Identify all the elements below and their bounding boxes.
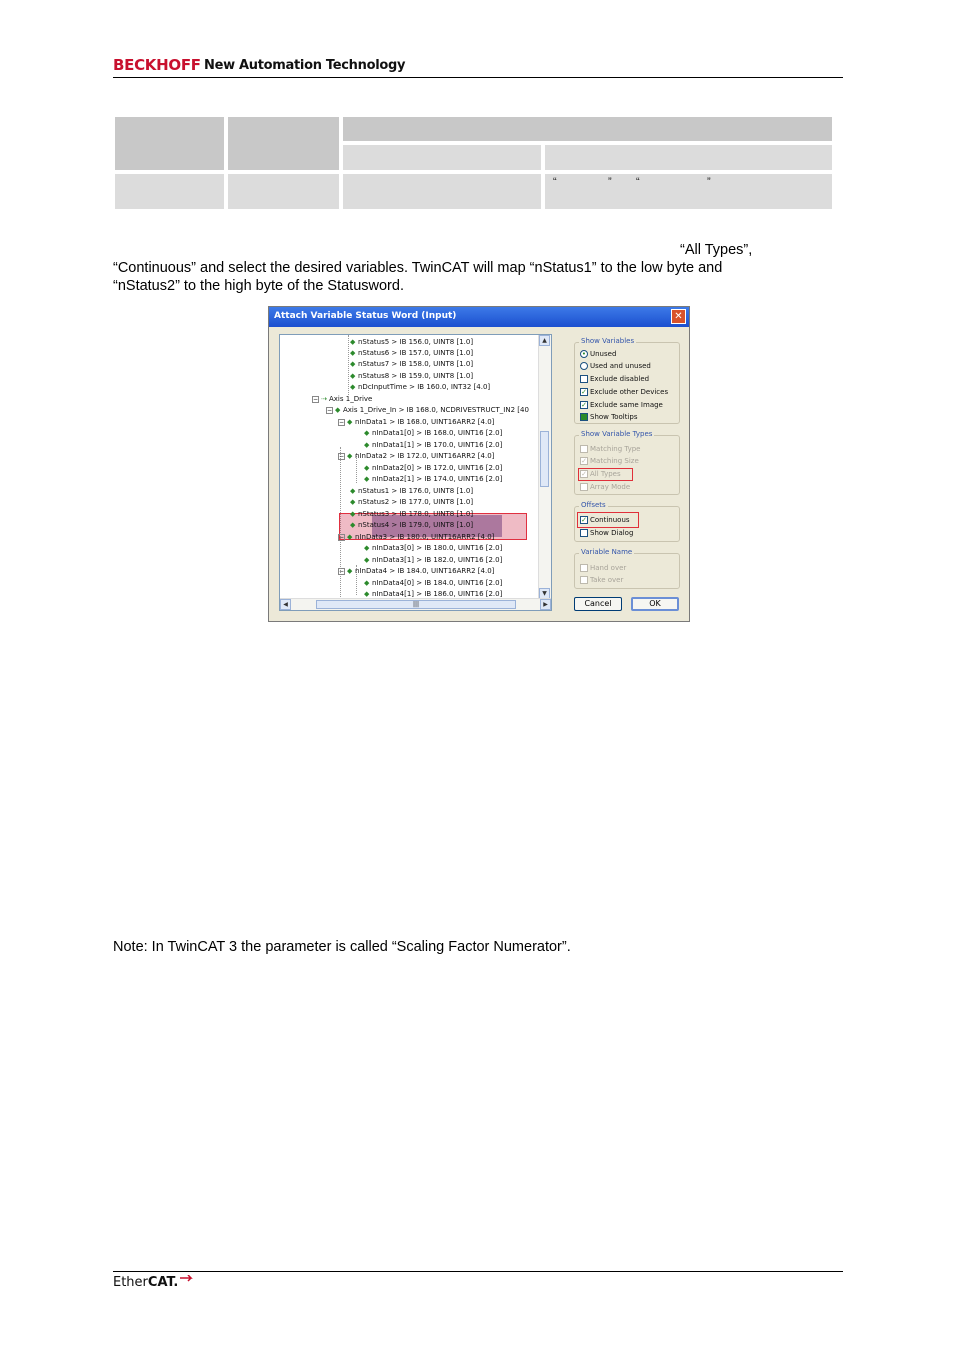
all-types-checkbox[interactable]: ✓ All Types xyxy=(581,470,621,478)
array-icon: ◆ xyxy=(347,452,353,460)
checkbox-icon xyxy=(580,529,588,537)
variable-icon: ◆ xyxy=(350,498,356,506)
show-variable-types-group xyxy=(574,430,680,495)
ethercat-logo-cat: CAT. xyxy=(147,1275,179,1290)
used-and-unused-radio[interactable]: Used and unused xyxy=(580,361,651,371)
show-variables-group xyxy=(574,337,680,424)
tree-item[interactable]: ◆ nInData1[0] > IB 168.0, UINT16 [2.0] xyxy=(364,429,503,437)
tree-item[interactable]: ◆ nInData3[0] > IB 180.0, UINT16 [2.0] xyxy=(364,544,503,552)
table-header-cell xyxy=(115,117,224,170)
unused-radio[interactable]: • Unused xyxy=(581,350,617,358)
variable-icon: ◆ xyxy=(350,338,356,346)
tree-item[interactable]: − ⇢ Axis 1_Drive xyxy=(313,395,373,403)
collapse-icon[interactable]: − xyxy=(339,533,345,541)
arrow-up-icon: ▲ xyxy=(542,337,547,344)
table-header-cell xyxy=(343,117,832,141)
checkmark-icon: ✓ xyxy=(581,457,587,465)
collapse-icon[interactable]: − xyxy=(339,567,345,575)
collapse-icon[interactable]: − xyxy=(313,395,319,403)
beckhoff-logo: BECKHOFF xyxy=(113,56,201,74)
offsets-group xyxy=(574,501,680,542)
tree-item[interactable]: − ◆ nInData2 > IB 172.0, UINT16ARR2 [4.0] xyxy=(339,452,495,460)
variable-icon: ◆ xyxy=(350,383,356,391)
horizontal-scrollbar[interactable] xyxy=(280,598,552,610)
group-title: Variable Name xyxy=(581,548,633,556)
checkmark-icon: ✓ xyxy=(581,470,587,478)
checkbox-icon xyxy=(580,483,588,491)
collapse-icon[interactable]: − xyxy=(327,406,333,414)
table-subheader-cell xyxy=(545,145,832,170)
paragraph-line: “All Types”, xyxy=(680,242,753,258)
variable-icon: ◆ xyxy=(350,487,356,495)
grip-icon: ||| xyxy=(412,601,420,608)
arrow-left-icon: ◀ xyxy=(283,601,288,608)
axis-icon: ⇢ xyxy=(321,395,327,403)
variable-tree[interactable] xyxy=(279,334,552,611)
footer-divider xyxy=(113,1271,843,1272)
tree-item-selected[interactable]: ◆ nStatus1 > IB 176.0, UINT8 [1.0] xyxy=(350,487,474,495)
scroll-left-button[interactable] xyxy=(280,599,291,610)
tree-item[interactable]: − ◆ nInData4 > IB 184.0, UINT16ARR2 [4.0] xyxy=(339,567,495,575)
tree-item[interactable]: ◆ nInData3[1] > IB 182.0, UINT16 [2.0] xyxy=(364,556,503,564)
table-cell xyxy=(115,174,224,209)
dialog-titlebar xyxy=(269,307,689,327)
table-quote: “ xyxy=(636,176,640,188)
header-tagline: New Automation Technology xyxy=(204,58,406,73)
variable-name-group xyxy=(574,548,680,589)
checkbox-icon xyxy=(580,576,588,584)
ethercat-logo xyxy=(113,1275,196,1290)
scroll-thumb[interactable] xyxy=(316,600,516,609)
variable-icon: ◆ xyxy=(350,510,356,518)
ethercat-logo-ether: Ether xyxy=(113,1275,148,1290)
tree-item[interactable]: ◆ nStatus6 > IB 157.0, UINT8 [1.0] xyxy=(350,349,474,357)
tree-item[interactable]: ◆ nStatus4 > IB 179.0, UINT8 [1.0] xyxy=(350,521,474,529)
table-cell xyxy=(343,174,541,209)
tree-item[interactable]: ◆ nDcInputTime > IB 160.0, INT32 [4.0] xyxy=(350,383,491,391)
scroll-thumb[interactable] xyxy=(540,431,549,487)
vertical-scrollbar[interactable] xyxy=(538,335,551,599)
group-title: Offsets xyxy=(581,501,606,509)
ok-button[interactable]: OK xyxy=(631,597,679,611)
variable-icon: ◆ xyxy=(350,521,356,529)
variable-icon: ◆ xyxy=(364,556,370,564)
tree-item-selected[interactable]: ◆ nStatus2 > IB 177.0, UINT8 [1.0] xyxy=(350,498,474,506)
tree-guide xyxy=(348,335,349,395)
all-types-highlight xyxy=(578,468,633,481)
checkbox-icon xyxy=(580,564,588,572)
tree-item[interactable]: ◆ nInData2[1] > IB 174.0, UINT16 [2.0] xyxy=(364,475,503,483)
table-quote: “ xyxy=(553,176,557,188)
variable-icon: ◆ xyxy=(364,544,370,552)
attach-variable-dialog xyxy=(268,306,690,622)
collapse-icon[interactable]: − xyxy=(339,418,345,426)
table-cell xyxy=(228,174,339,209)
exclude-disabled-checkbox[interactable]: Exclude disabled xyxy=(580,374,649,384)
variable-icon: ◆ xyxy=(364,429,370,437)
array-icon: ◆ xyxy=(347,533,353,541)
variable-icon: ◆ xyxy=(350,372,356,380)
matching-type-checkbox[interactable]: Matching Type xyxy=(580,444,641,454)
variable-icon: ◆ xyxy=(364,441,370,449)
exclude-other-devices-checkbox[interactable]: ✓ Exclude other Devices xyxy=(581,388,669,396)
hand-over-checkbox[interactable]: Hand over xyxy=(580,563,626,573)
exclude-same-image-checkbox[interactable]: ✓ Exclude same Image xyxy=(581,401,663,409)
scroll-right-button[interactable] xyxy=(540,599,551,610)
header-divider xyxy=(113,77,843,78)
tree-item[interactable]: ◆ nStatus3 > IB 178.0, UINT8 [1.0] xyxy=(350,510,474,518)
scroll-up-button[interactable] xyxy=(539,335,550,346)
array-mode-checkbox[interactable]: Array Mode xyxy=(580,482,630,492)
tree-item[interactable]: − ◆ Axis 1_Drive_In > IB 168.0, NCDRIVESTRUCT_IN2 [40 xyxy=(327,406,529,414)
variable-icon: ◆ xyxy=(364,475,370,483)
table-header-cell xyxy=(228,117,339,170)
paragraph-line: “Continuous” and select the desired variables. TwinCAT will map “nStatus1” to the low byte and xyxy=(113,260,723,276)
checkbox-icon xyxy=(580,413,588,421)
tree-item[interactable]: ◆ nStatus7 > IB 158.0, UINT8 [1.0] xyxy=(350,360,474,368)
table-quote: ” xyxy=(608,176,612,188)
ethercat-arrow-icon xyxy=(180,1275,196,1283)
tree-item[interactable]: ◆ nStatus8 > IB 159.0, UINT8 [1.0] xyxy=(350,372,474,380)
array-icon: ◆ xyxy=(347,567,353,575)
variable-icon: ◆ xyxy=(364,590,370,598)
continuous-highlight xyxy=(577,512,639,528)
show-dialog-checkbox[interactable]: Show Dialog xyxy=(580,528,633,538)
close-icon: ✕ xyxy=(674,311,683,322)
close-button[interactable] xyxy=(671,309,686,324)
radio-icon xyxy=(580,362,588,370)
tree-item[interactable]: ◆ nInData4[0] > IB 184.0, UINT16 [2.0] xyxy=(364,579,503,587)
checkmark-icon: ✓ xyxy=(581,516,587,524)
checkbox-icon xyxy=(580,375,588,383)
group-title: Show Variable Types xyxy=(581,430,653,438)
matching-size-checkbox[interactable]: ✓ Matching Size xyxy=(581,457,639,465)
arrow-down-icon: ▼ xyxy=(542,590,547,597)
table-quote: ” xyxy=(707,176,711,188)
group-title: Show Variables xyxy=(581,337,635,345)
variable-icon: ◆ xyxy=(350,360,356,368)
continuous-checkbox[interactable]: ✓ Continuous xyxy=(581,516,630,524)
checkmark-icon: ✓ xyxy=(581,388,587,396)
collapse-icon[interactable]: − xyxy=(339,452,345,460)
checkmark-icon: ✓ xyxy=(581,401,587,409)
variable-icon: ◆ xyxy=(364,579,370,587)
variable-icon: ◆ xyxy=(350,349,356,357)
tree-item[interactable]: ◆ nStatus5 > IB 156.0, UINT8 [1.0] xyxy=(350,338,474,346)
tree-item[interactable]: − ◆ nInData1 > IB 168.0, UINT16ARR2 [4.0] xyxy=(339,418,495,426)
note-text: Note: In TwinCAT 3 the parameter is called “Scaling Factor Numerator”. xyxy=(113,939,571,955)
checkbox-icon xyxy=(580,445,588,453)
cancel-button[interactable]: Cancel xyxy=(574,597,622,611)
take-over-checkbox[interactable]: Take over xyxy=(580,575,623,585)
dialog-title: Attach Variable Status Word (Input) xyxy=(274,311,457,321)
radio-icon: • xyxy=(581,350,587,358)
arrow-right-icon: ▶ xyxy=(543,601,548,608)
variable-icon: ◆ xyxy=(364,464,370,472)
show-tooltips-checkbox[interactable]: Show Tooltips xyxy=(580,412,638,422)
tree-item[interactable]: ◆ nInData2[0] > IB 172.0, UINT16 [2.0] xyxy=(364,464,503,472)
tree-item[interactable]: ◆ nInData1[1] > IB 170.0, UINT16 [2.0] xyxy=(364,441,503,449)
tree-item[interactable]: − ◆ nInData3 > IB 180.0, UINT16ARR2 [4.0] xyxy=(339,533,495,541)
struct-icon: ◆ xyxy=(335,406,341,414)
table-cell xyxy=(545,174,832,209)
paragraph-line: “nStatus2” to the high byte of the Statusword. xyxy=(113,278,404,294)
table-subheader-cell xyxy=(343,145,541,170)
tree-item[interactable]: ◆ nInData4[1] > IB 186.0, UINT16 [2.0] xyxy=(364,590,503,598)
array-icon: ◆ xyxy=(347,418,353,426)
